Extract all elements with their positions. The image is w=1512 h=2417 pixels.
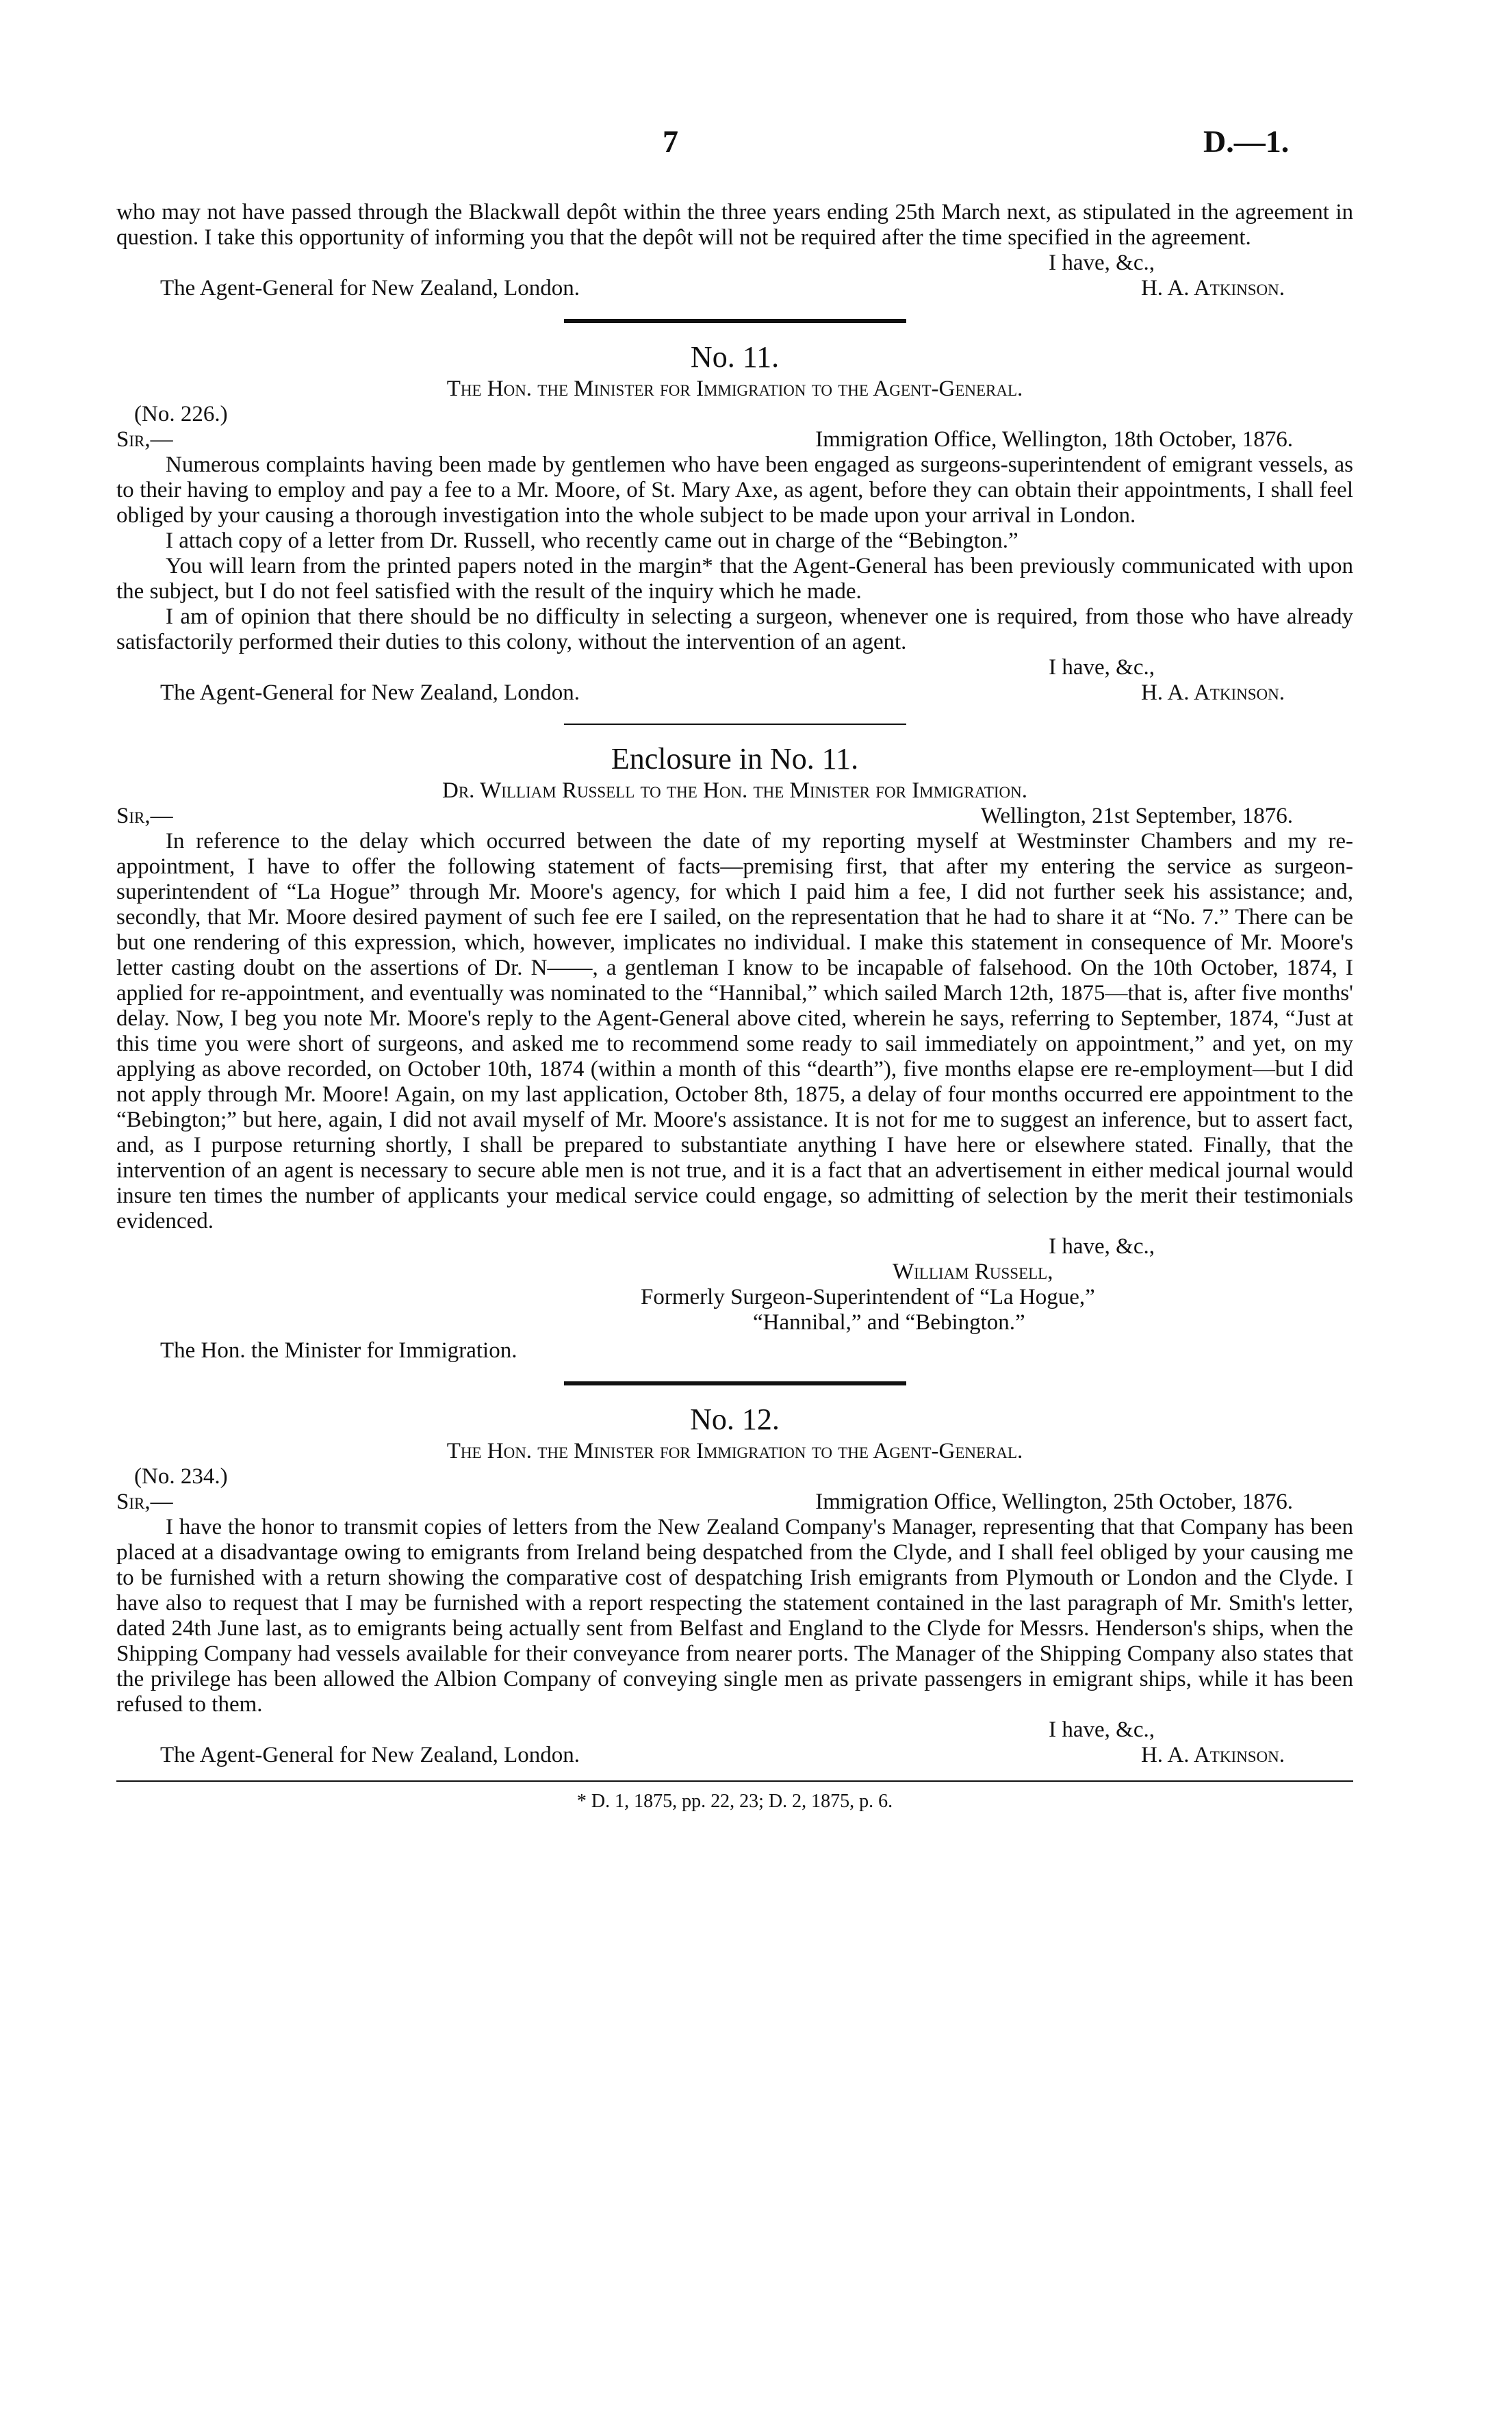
continued-paragraph: who may not have passed through the Blackwall depôt within the three years ending 25th March next, as stipulated in the agreement in question. I take this opportunity of informing you that the depôt will not be required after the time specified in the agreement.	[116, 200, 1353, 250]
closing: I have, &c.,	[1049, 1234, 1155, 1259]
enclosure-heading: Enclosure in No. 11.	[611, 742, 859, 776]
signature-title-continued: “Hannibal,” and “Bebington.”	[753, 1310, 1025, 1335]
closing: I have, &c.,	[1049, 251, 1155, 275]
place-date: Immigration Office, Wellington, 18th October, 1876.	[815, 427, 1293, 452]
address-signature-row	[116, 1743, 1353, 1768]
signature: H. A. Atkinson.	[1140, 1743, 1285, 1767]
section-divider	[564, 1381, 906, 1385]
salutation-row	[116, 804, 1353, 829]
addressee: The Agent-General for New Zealand, London.	[160, 276, 580, 300]
place-date: Immigration Office, Wellington, 25th October, 1876.	[815, 1489, 1293, 1514]
paragraph: I attach copy of a letter from Dr. Russell, who recently came out in charge of the “Bebington.”	[166, 528, 1018, 553]
paragraph: I am of opinion that there should be no difficulty in selecting a surgeon, whenever one is required, from those who have already satisfactorily performed their duties to this colony, without the intervention of an agent.	[116, 604, 1353, 654]
continued-letter	[116, 200, 1353, 301]
signature: H. A. Atkinson.	[1140, 680, 1285, 705]
letter-reference: (No. 234.)	[134, 1464, 228, 1489]
section-divider	[564, 319, 906, 323]
document-code: D.—1.	[1203, 124, 1290, 159]
signature: William Russell,	[893, 1259, 1053, 1284]
letter-no-12	[116, 1401, 1353, 1768]
salutation: Sir,—	[116, 804, 173, 828]
section-divider	[564, 724, 906, 725]
letter-title: The Hon. the Minister for Immigration to the Agent-General.	[446, 1439, 1023, 1463]
enclosure-no-11	[116, 740, 1353, 1364]
salutation: Sir,—	[116, 1489, 173, 1514]
closing: I have, &c.,	[1049, 655, 1155, 680]
address-signature-row	[116, 680, 1353, 706]
letter-no-11	[116, 338, 1353, 706]
enclosure-title: Dr. William Russell to the Hon. the Minister for Immigration.	[442, 778, 1027, 803]
letter-title: The Hon. the Minister for Immigration to the Agent-General.	[446, 376, 1023, 401]
letter-heading: No. 11.	[690, 340, 780, 374]
page-header	[0, 124, 1512, 170]
letter-reference: (No. 226.)	[134, 402, 228, 426]
page-number: 7	[663, 124, 678, 159]
salutation: Sir,—	[116, 427, 173, 452]
salutation-row	[116, 1489, 1353, 1515]
paragraph: Numerous complaints having been made by gentlemen who have been engaged as surgeons-superintendent of emigrant vessels, as to their having to employ and pay a fee to a Mr. Moore, of St. Mary Axe, as agent, before they can obtain their appointments, I shall feel obliged by your causing a thorough investigation into the whole subject to be made upon your arrival in London.	[116, 452, 1353, 528]
address-signature-row	[116, 276, 1353, 301]
paragraph: I have the honor to transmit copies of letters from the New Zealand Company's Manager, representing that that Company has been placed at a disadvantage owing to emigrants from Ireland being despatched from the Clyde, and I shall feel obliged by your causing me to be furnished with a return showing the comparative cost of despatching Irish emigrants from Plymouth or London and the Clyde. I have also to request that I may be furnished with a report respecting the statement contained in the last paragraph of Mr. Smith's letter, dated 24th June last, as to emigrants being actually sent from Belfast and England to the Clyde for Messrs. Henderson's ships, when the Shipping Company had vessels available for their conveyance from nearer ports. The Manager of the Shipping Company also states that the privilege has been allowed the Albion Company of conveying single men as private passengers in emigrant ships, while it has been refused to them.	[116, 1515, 1353, 1717]
addressee: The Agent-General for New Zealand, London.	[160, 680, 580, 705]
salutation-row	[116, 427, 1353, 452]
footnote: * D. 1, 1875, pp. 22, 23; D. 2, 1875, p. 6.	[576, 1791, 893, 1812]
letter-heading: No. 12.	[690, 1403, 780, 1436]
paragraph: In reference to the delay which occurred between the date of my reporting myself at Westminster Chambers and my re-appointment, I have to offer the following statement of facts—premising first, that after my entering the service as surgeon-superintendent of “La Hogue” through Mr. Moore's agency, for which I paid him a fee, I did not further seek his assistance; and, secondly, that Mr. Moore desired payment of such fee ere I sailed, on the representation that he had to share it at “No. 7.” There can be but one rendering of this expression, which, however, implicates no individual. I make this statement in consequence of Mr. Moore's letter casting doubt on the assertions of Dr. N——, a gentleman I know to be incapable of falsehood. On the 10th October, 1874, I applied for re-appointment, and eventually was nominated to the “Hannibal,” which sailed March 12th, 1875—that is, after five months' delay. Now, I beg you note Mr. Moore's reply to the Agent-General above cited, wherein he says, referring to September, 1874, “Just at this time you were short of surgeons, and asked me to recommend some ready to sail immediately on appointment,” and yet, on my applying as above recorded, on October 10th, 1874 (within a month of this “dearth”), five months elapse ere re-employment—but I did not apply through Mr. Moore! Again, on my last application, October 8th, 1875, a delay of four months occurred ere appointment to the “Bebington;” but here, again, I did not avail myself of Mr. Moore's assistance. It is not for me to suggest an inference, but to assert fact, and, as I purpose returning shortly, I shall be prepared to substantiate anything I have here or elsewhere stated. Finally, that the intervention of an agent is necessary to secure able men is not true, and it is a fact that an advertisement in either medical journal would insure ten times the number of applicants your medical service could engage, so admitting of selection by the merit their testimonials evidenced.	[116, 829, 1353, 1233]
addressee: The Agent-General for New Zealand, London.	[160, 1743, 580, 1767]
place-date: Wellington, 21st September, 1876.	[980, 804, 1293, 828]
footnote-divider	[116, 1780, 1353, 1782]
addressee: The Hon. the Minister for Immigration.	[160, 1338, 517, 1363]
signature: H. A. Atkinson.	[1140, 276, 1285, 300]
signature-title: Formerly Surgeon-Superintendent of “La Hogue,”	[641, 1285, 1095, 1309]
paragraph: You will learn from the printed papers noted in the margin* that the Agent-General has been previously communicated with upon the subject, but I do not feel satisfied with the result of the inquiry which he made.	[116, 554, 1353, 604]
closing: I have, &c.,	[1049, 1717, 1155, 1742]
